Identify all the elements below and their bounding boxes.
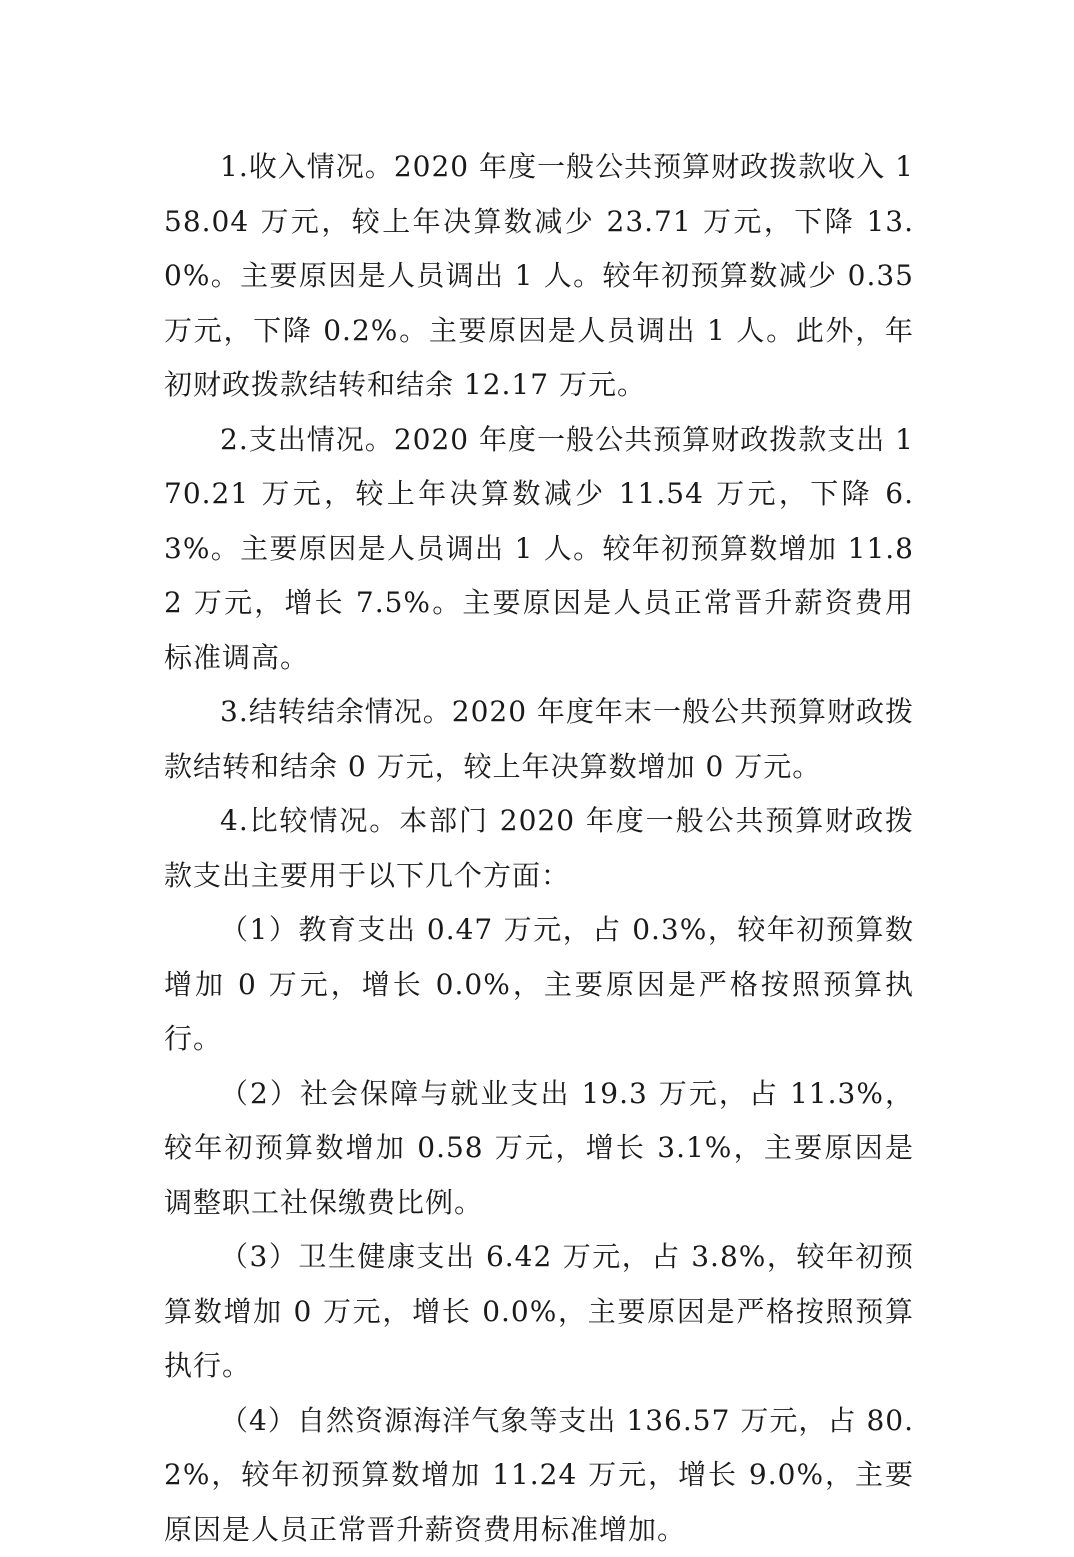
paragraph-comparison: 4.比较情况。本部门 2020 年度一般公共预算财政拨款支出主要用于以下几个方面： — [164, 794, 914, 903]
paragraph-carryover: 3.结转结余情况。2020 年度年末一般公共预算财政拨款结转和结余 0 万元，较上年决算数增加 0 万元。 — [164, 685, 914, 794]
document-body — [164, 140, 914, 1557]
paragraph-item-natural-resources: （4）自然资源海洋气象等支出 136.57 万元，占 80.2%，较年初预算数增加 11.24 万元，增长 9.0%，主要原因是人员正常晋升薪资费用标准增加。 — [164, 1394, 914, 1557]
paragraph-item-social-security: （2）社会保障与就业支出 19.3 万元，占 11.3%，较年初预算数增加 0.58 万元，增长 3.1%，主要原因是调整职工社保缴费比例。 — [164, 1067, 914, 1231]
paragraph-income: 1.收入情况。2020 年度一般公共预算财政拨款收入 158.04 万元，较上年决算数减少 23.71 万元，下降 13.0%。主要原因是人员调出 1 人。较年初预算数减少 0.35 万元，下降 0.2%。主要原因是人员调出 1 人。此外，年初财政拨款结转和结余 12.17 万元。 — [164, 140, 914, 413]
paragraph-item-education: （1）教育支出 0.47 万元，占 0.3%，较年初预算数增加 0 万元，增长 0.0%，主要原因是严格按照预算执行。 — [164, 903, 914, 1067]
paragraph-item-health: （3）卫生健康支出 6.42 万元，占 3.8%，较年初预算数增加 0 万元，增长 0.0%，主要原因是严格按照预算执行。 — [164, 1230, 914, 1394]
paragraph-expenditure: 2.支出情况。2020 年度一般公共预算财政拨款支出 170.21 万元，较上年决算数减少 11.54 万元，下降 6.3%。主要原因是人员调出 1 人。较年初预算数增加 11.82 万元，增长 7.5%。主要原因是人员正常晋升薪资费用标准调高。 — [164, 413, 914, 686]
